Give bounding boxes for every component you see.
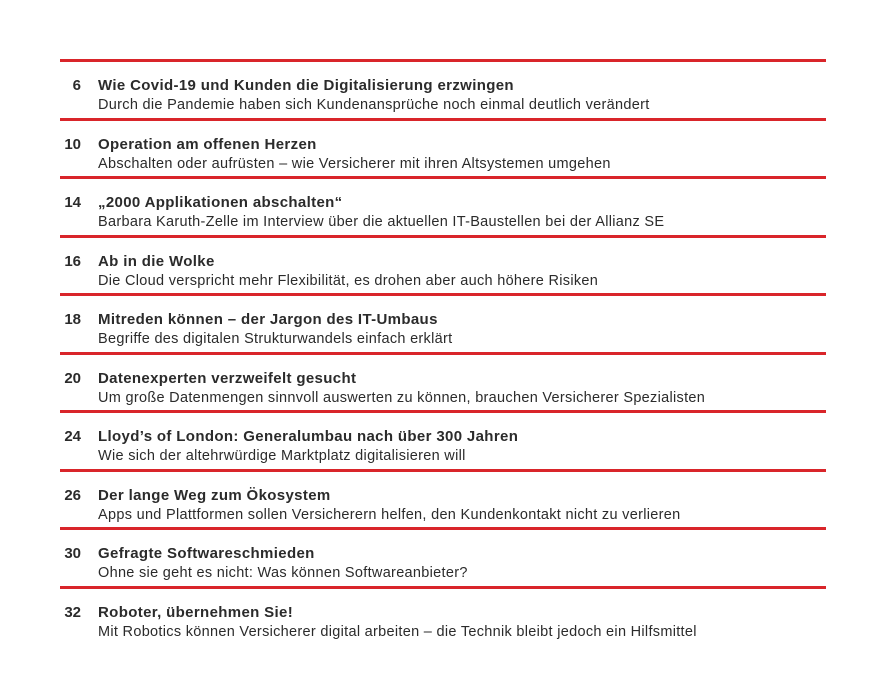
- article-title: Operation am offenen Herzen: [98, 135, 317, 153]
- toc-entry[interactable]: [60, 238, 826, 294]
- article-subtitle: Apps und Plattformen sollen Versicherern helfen, den Kundenkontakt nicht zu verlieren: [98, 506, 681, 523]
- toc-entry[interactable]: [60, 530, 826, 586]
- page-number: 24: [64, 428, 81, 445]
- page-number: 14: [64, 194, 81, 211]
- article-title: Mitreden können – der Jargon des IT-Umbaus: [98, 311, 438, 328]
- article-subtitle: Barbara Karuth-Zelle im Interview über die aktuellen IT-Baustellen bei der Allianz SE: [98, 214, 665, 230]
- article-title: „2000 Applikationen abschalten“: [98, 194, 343, 211]
- article-subtitle: Abschalten oder aufrüsten – wie Versicherer mit ihren Altsystemen umgehen: [98, 155, 611, 172]
- toc-entry[interactable]: [60, 413, 826, 469]
- article-subtitle: Durch die Pandemie haben sich Kundenansprüche noch einmal deutlich verändert: [98, 97, 650, 113]
- table-of-contents: [60, 59, 826, 644]
- toc-entry[interactable]: [60, 472, 826, 528]
- page-number: 16: [64, 252, 81, 270]
- article-subtitle: Ohne sie geht es nicht: Was können Softwareanbieter?: [98, 565, 468, 581]
- page-number: 18: [64, 311, 81, 328]
- article-subtitle: Begriffe des digitalen Strukturwandels einfach erklärt: [98, 331, 453, 347]
- article-title: Gefragte Softwareschmieden: [98, 545, 315, 562]
- toc-entry[interactable]: [60, 296, 826, 352]
- page-number: 32: [64, 603, 81, 621]
- article-title: Der lange Weg zum Ökosystem: [98, 486, 331, 504]
- page-number: 30: [64, 545, 81, 562]
- article-title: Wie Covid-19 und Kunden die Digitalisierung erzwingen: [98, 77, 514, 94]
- article-subtitle: Um große Datenmengen sinnvoll auswerten zu können, brauchen Versicherer Spezialisten: [98, 389, 706, 406]
- toc-entry[interactable]: [60, 121, 826, 177]
- article-title: Lloyd’s of London: Generalumbau nach über 300 Jahren: [98, 428, 519, 445]
- article-subtitle: Die Cloud verspricht mehr Flexibilität, es drohen aber auch höhere Risiken: [98, 272, 599, 289]
- toc-entry[interactable]: [60, 355, 826, 411]
- page-number: 26: [64, 486, 81, 504]
- page-number: 20: [64, 369, 81, 387]
- article-title: Roboter, übernehmen Sie!: [98, 603, 294, 621]
- article-title: Datenexperten verzweifelt gesucht: [98, 369, 357, 387]
- toc-entry[interactable]: [60, 179, 826, 235]
- article-title: Ab in die Wolke: [98, 252, 215, 270]
- article-subtitle: Wie sich der altehrwürdige Marktplatz digitalisieren will: [98, 448, 466, 464]
- page-number: 6: [72, 77, 81, 94]
- toc-entry[interactable]: [60, 589, 826, 645]
- article-subtitle: Mit Robotics können Versicherer digital arbeiten – die Technik bleibt jedoch ein Hilfsmittel: [98, 623, 697, 640]
- page-number: 10: [64, 135, 81, 153]
- toc-entry[interactable]: [60, 62, 826, 118]
